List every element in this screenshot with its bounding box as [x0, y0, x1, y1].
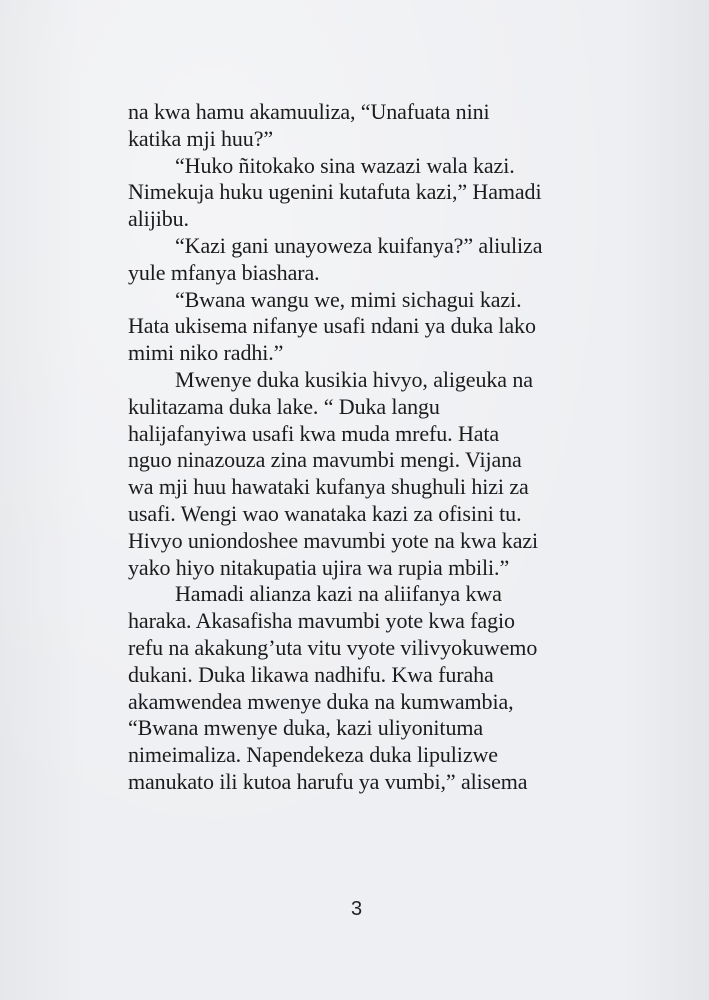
text-line: Hata ukisema nifanye usafi ndani ya duka lako	[128, 313, 536, 339]
paragraph	[128, 367, 598, 581]
text-line: nimeimaliza. Napendekeza duka lipulizwe	[128, 742, 498, 768]
text-line: refu na akakung’uta vitu vyote vilivyokuwemo	[128, 634, 538, 660]
text-line: Hivyo uniondoshee mavumbi yote na kwa kazi	[128, 527, 539, 553]
text-line: na kwa hamu akamuuliza, “Unafuata nini	[128, 99, 490, 124]
text-line: akamwendea mwenye duka na kumwambia,	[128, 688, 514, 714]
text-line: nguo ninazouza zina mavumbi mengi. Vijana	[128, 447, 522, 473]
text-line: manukato ili kutoa harufu ya vumbi,” alisema	[128, 768, 528, 794]
paragraph	[128, 233, 598, 287]
text-line: Mwenye duka kusikia hivyo, aligeuka na	[175, 366, 533, 392]
text-line: haraka. Akasafisha mavumbi yote kwa fagio	[128, 608, 515, 634]
text-line: katika mji huu?”	[128, 125, 274, 151]
text-line: “Bwana mwenye duka, kazi uliyonituma	[128, 715, 484, 741]
text-line: halijafanyiwa usafi kwa muda mrefu. Hata	[128, 420, 500, 446]
text-line: Hamadi alianza kazi na aliifanya kwa	[175, 581, 502, 607]
text-line: wa mji huu hawataki kufanya shughuli hizi za	[128, 474, 529, 500]
text-line: kulitazama duka lake. “ Duka langu	[128, 393, 440, 419]
text-line: Nimekuja huku ugenini kutafuta kazi,” Hamadi	[128, 179, 542, 205]
paragraph	[128, 581, 598, 795]
text-line: mimi niko radhi.”	[128, 340, 284, 366]
body-text	[128, 99, 598, 796]
paragraph	[128, 99, 598, 153]
text-line: “Kazi gani unayoweza kuifanya?” aliuliza	[175, 232, 543, 258]
text-line: yule mfanya biashara.	[128, 259, 320, 285]
text-line: usafi. Wengi wao wanataka kazi za ofisini tu.	[128, 500, 522, 526]
paragraph	[128, 287, 598, 367]
text-line: yako hiyo nitakupatia ujira wa rupia mbili.”	[128, 554, 510, 580]
page-number: 3	[350, 898, 363, 920]
text-line: “Bwana wangu we, mimi sichagui kazi.	[175, 286, 522, 312]
text-line: dukani. Duka likawa nadhifu. Kwa furaha	[128, 661, 494, 687]
text-line: alijibu.	[128, 206, 189, 232]
paragraph	[128, 153, 598, 233]
text-line: “Huko ñitokako sina wazazi wala kazi.	[175, 152, 515, 178]
